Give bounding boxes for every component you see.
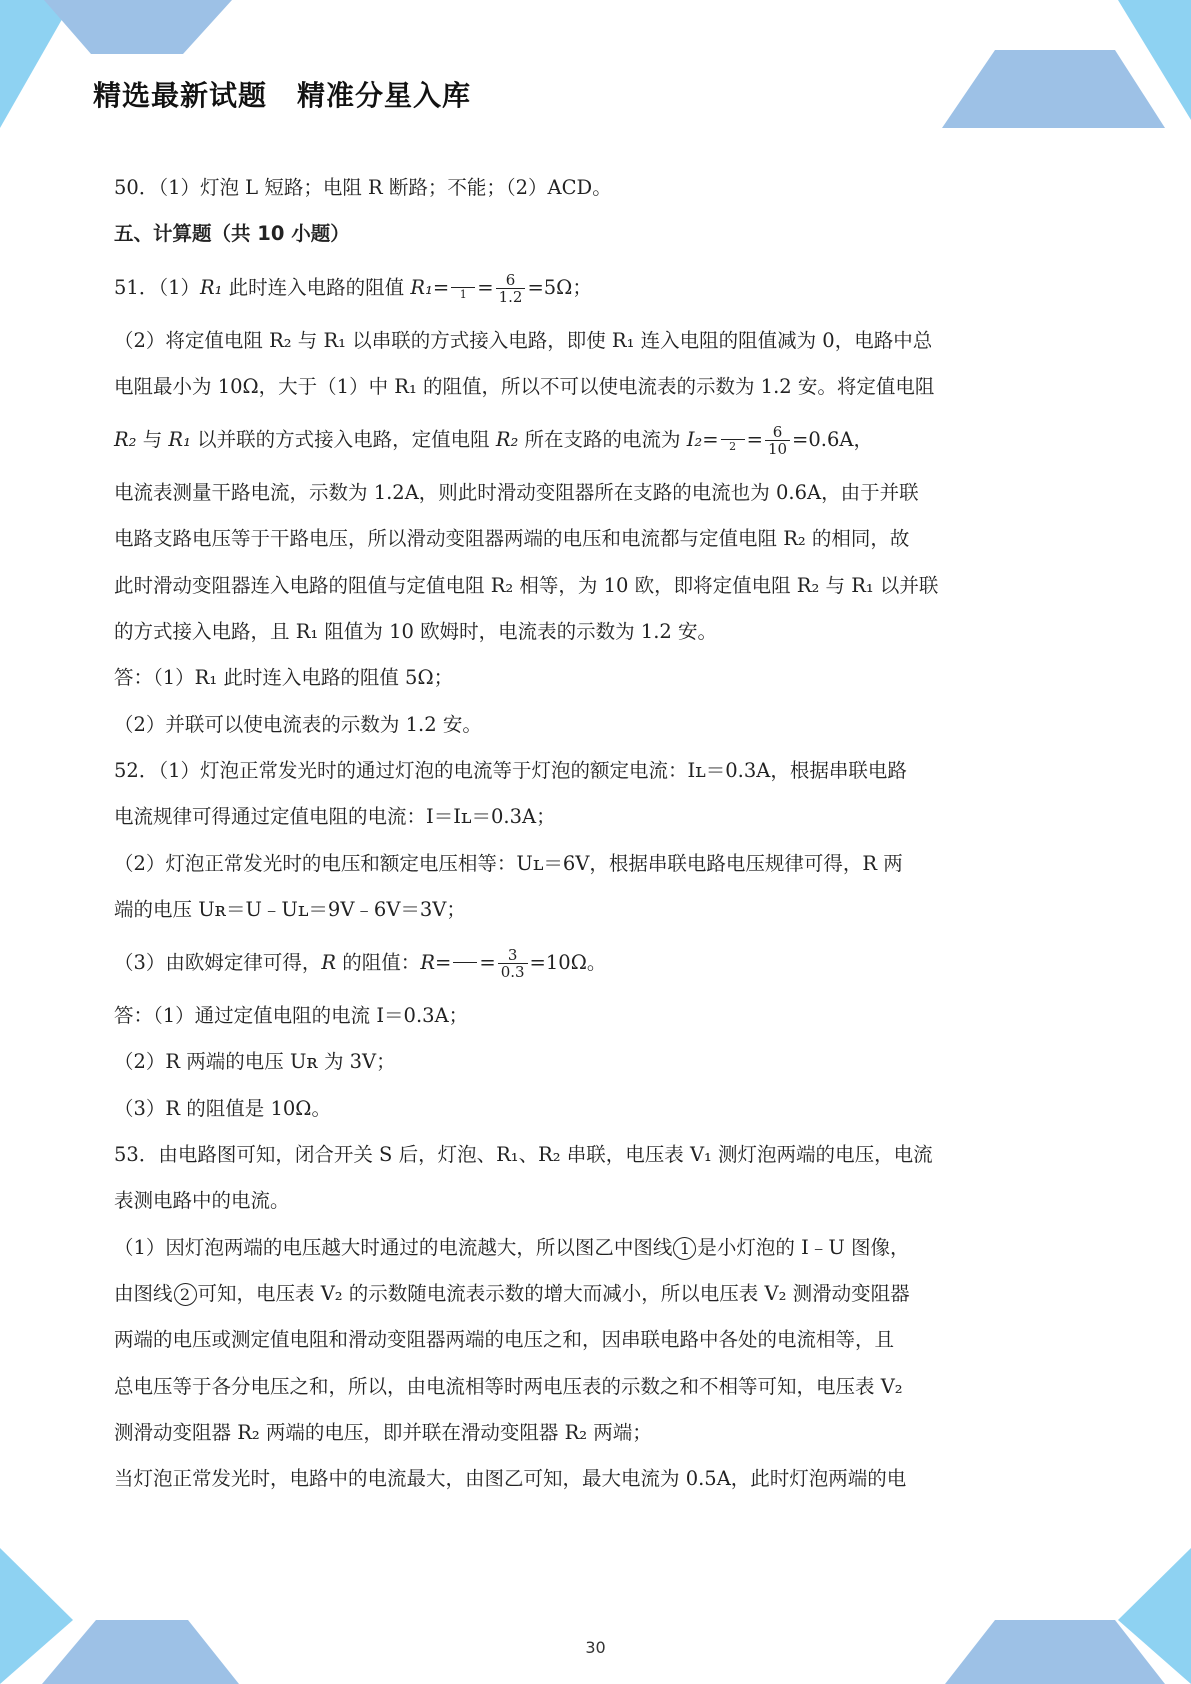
q52-answer-1: 答：（1）通过定值电阻的电流 I＝0.3A；	[114, 1004, 469, 1028]
q53-line-6: 总电压等于各分电压之和，所以，由电流相等时两电压表的示数之和不相等可知，电压表 V₂	[114, 1374, 903, 1398]
q52-line-5: （3）由欧姆定律可得，R 的阻值：R= = $\frac{3}{0.3}$ =10Ω。	[114, 946, 607, 982]
q52-result: =10Ω。	[529, 951, 607, 975]
q51-prefix: 51．（1）	[114, 275, 200, 299]
r2-symbol: R₂	[495, 428, 519, 452]
r-equals: R=	[420, 951, 452, 975]
q53-text: 可知，电压表 V₂ 的示数随电流表示数的增大而减小，所以电压表 V₂ 测滑动变阻器	[197, 1281, 910, 1305]
header-title-right: 精准分星入库	[297, 79, 472, 112]
q52-line-3: （2）灯泡正常发光时的电压和额定电压相等：Uʟ＝6V，根据串联电路电压规律可得，R 两	[114, 851, 903, 875]
fraction-blank	[453, 950, 477, 977]
q53-text: （1）因灯泡两端的电压越大时通过的电流越大，所以图乙中图线	[114, 1235, 673, 1259]
q50-line: 50．（1）灯泡 L 短路；电阻 R 断路；不能；（2）ACD。	[114, 176, 612, 199]
page-header	[93, 74, 471, 114]
section-heading: 五、计算题（共 10 小题）	[114, 222, 350, 246]
q53-text: 是小灯泡的 I﹣U 图像，	[697, 1235, 910, 1259]
r1-symbol: R₁	[168, 428, 191, 452]
header-title-left: 精选最新试题	[93, 79, 268, 112]
fraction-blank: 2	[721, 427, 745, 454]
q52-answer-2: （2）R 两端的电压 Uʀ 为 3V；	[114, 1050, 396, 1074]
q53-line-4	[114, 1271, 1080, 1317]
q52-answer-3: （3）R 的阻值是 10Ω。	[114, 1096, 331, 1120]
q52-line-1: 52．（1）灯泡正常发光时的通过灯泡的电流等于灯泡的额定电流：Iʟ＝0.3A，根据串联电路	[114, 758, 907, 782]
equals: =	[432, 275, 450, 299]
q51-line-6: 电路支路电压等于干路电压，所以滑动变阻器两端的电压和电流都与定值电阻 R₂ 的相同，故	[114, 527, 910, 551]
q51-answer-2: （2）并联可以使电流表的示数为 1.2 安。	[114, 712, 482, 736]
q51-text: 所在支路的电流为	[518, 428, 687, 452]
q51-text: 以并联的方式接入电路，定值电阻	[190, 428, 496, 452]
q52-line-2: 电流规律可得通过定值电阻的电流：I＝Iʟ＝0.3A；	[114, 805, 556, 829]
page-number: 30	[585, 1638, 606, 1657]
circled-number-1: 1	[673, 1237, 696, 1260]
q51-line-8: 的方式接入电路，且 R₁ 阻值为 10 欧姆时，电流表的示数为 1.2 安。	[114, 620, 718, 644]
answer-body	[114, 165, 1080, 1502]
r1-symbol: R₁	[199, 275, 223, 299]
q52-prefix: （3）由欧姆定律可得，	[114, 951, 322, 975]
q53-line-8: 当灯泡正常发光时，电路中的电流最大，由图乙可知，最大电流为 0.5A，此时灯泡两端的电	[114, 1467, 907, 1491]
circled-number-2: 2	[174, 1283, 197, 1306]
q53-line-2: 表测电路中的电流。	[114, 1189, 290, 1213]
q53-text: 由图线	[114, 1281, 173, 1305]
q53-line-5: 两端的电压或测定值电阻和滑动变阻器两端的电压之和，因串联电路中各处的电流相等，且	[114, 1328, 895, 1352]
i2-symbol: I₂	[686, 428, 703, 452]
q51-line-2: （2）将定值电阻 R₂ 与 R₁ 以串联的方式接入电路，即使 R₁ 连入电阻的阻值减为 0，电路中总	[114, 328, 933, 352]
q51-result: =5Ω；	[527, 275, 592, 299]
q52-line-4: 端的电压 Uʀ＝U﹣Uʟ＝9V﹣6V＝3V；	[114, 897, 466, 921]
q51-line-4: R₂ 与 R₁ 以并联的方式接入电路，定值电阻 R₂ 所在支路的电流为 I₂= 2 = $\frac{6}{10}$ =0.6A，	[114, 423, 873, 459]
q52-text: 的阻值：	[336, 951, 421, 975]
q51-text: 此时连入电路的阻值	[222, 275, 411, 299]
r-symbol: R	[321, 951, 337, 975]
q51-line-1: 51．（1）R₁ 此时连入电路的阻值 R₁= 1 = $\frac{6}{1.2}$ =5Ω；	[114, 270, 592, 306]
q53-line-1: 53．由电路图可知，闭合开关 S 后，灯泡、R₁、R₂ 串联，电压表 V₁ 测灯泡两端的电压，电流	[114, 1143, 933, 1167]
q53-line-7: 测滑动变阻器 R₂ 两端的电压，即并联在滑动变阻器 R₂ 两端；	[114, 1420, 652, 1444]
r1-symbol: R₁	[410, 275, 433, 299]
q51-line-3: 电阻最小为 10Ω，大于（1）中 R₁ 的阻值，所以不可以使电流表的示数为 1.2 安。将定值电阻	[114, 374, 935, 398]
fraction: $\frac{3}{0.3}$	[498, 947, 528, 980]
q51-line-7: 此时滑动变阻器连入电路的阻值与定值电阻 R₂ 相等，为 10 欧，即将定值电阻 R₂ 与 R₁ 以并联	[114, 573, 939, 597]
r2-symbol: R₂	[114, 428, 137, 452]
fraction: $\frac{6}{1.2}$	[496, 272, 526, 305]
q51-line-5: 电流表测量干路电流，示数为 1.2A，则此时滑动变阻器所在支路的电流也为 0.6A，由于并联	[114, 481, 919, 505]
q51-answer-1: 答：（1）R₁ 此时连入电路的阻值 5Ω；	[114, 666, 454, 690]
fraction: $\frac{6}{10}$	[765, 424, 790, 457]
q51-result: =0.6A，	[792, 428, 873, 452]
q53-line-3	[114, 1225, 1080, 1271]
fraction-blank: 1	[451, 275, 475, 302]
